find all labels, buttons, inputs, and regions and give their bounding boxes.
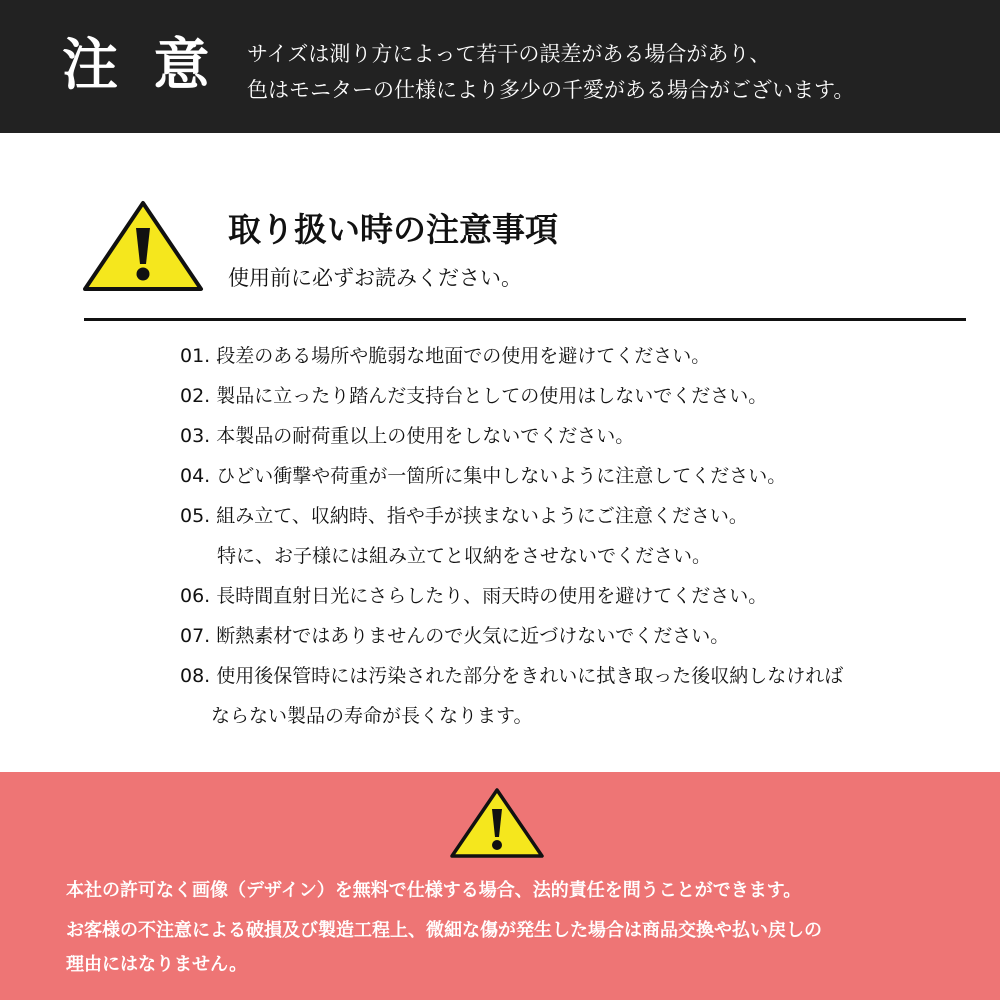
header-bar: [0, 0, 1000, 133]
caution-item-04: 04. ひどい衝撃や荷重が一箇所に集中しないように注意してください。: [180, 465, 787, 487]
caution-item-02: 02. 製品に立ったり踏んだ支持台としての使用はしないでください。: [180, 385, 768, 407]
handling-heading: 取り扱い時の注意事項: [228, 210, 558, 249]
footer-line1: 本社の許可なく画像（デザイン）を無料で仕様する場合、法的責任を問うことができます。: [66, 880, 802, 901]
caution-item-05: 05. 組み立て、収納時、指や手が挟まないようにご注意ください。: [180, 505, 748, 527]
header-notice-line2: 色はモニターの仕様により多少の千愛がある場合がございます。: [247, 78, 855, 102]
footer-line3: 理由にはなりません。: [66, 954, 248, 975]
caution-item-08: 08. 使用後保管時には汚染された部分をきれいに拭き取った後収納しなければ: [180, 665, 844, 687]
section-divider: [84, 318, 966, 321]
handling-subheading: 使用前に必ずお読みください。: [228, 266, 522, 290]
caution-list: [180, 336, 980, 736]
caution-item-01: 01. 段差のある場所や脆弱な地面での使用を避けてください。: [180, 345, 711, 367]
caution-item-06: 06. 長時間直射日光にさらしたり、雨天時の使用を避けてください。: [180, 585, 768, 607]
caution-item-07: 07. 断熱素材ではありませんので火気に近づけないでください。: [180, 625, 730, 647]
footer-line2: お客様の不注意による破損及び製造工程上、微細な傷が発生した場合は商品交換や払い戻しの: [66, 920, 822, 941]
warning-triangle-icon: [80, 198, 206, 294]
caution-item-05-continued: 特に、お子様には組み立てと収納をさせないでください。: [217, 545, 712, 567]
warning-triangle-icon: [448, 786, 546, 860]
header-notice: [247, 36, 987, 108]
header-notice-line1: サイズは測り方によって若干の誤差がある場合があり、: [247, 42, 771, 66]
footer-panel: [0, 772, 1000, 1000]
footer-text: [66, 874, 976, 982]
header-title: 注 意: [62, 33, 218, 98]
caution-item-08-continued: ならない製品の寿命が長くなります。: [211, 705, 533, 727]
caution-item-03: 03. 本製品の耐荷重以上の使用をしないでください。: [180, 425, 635, 447]
